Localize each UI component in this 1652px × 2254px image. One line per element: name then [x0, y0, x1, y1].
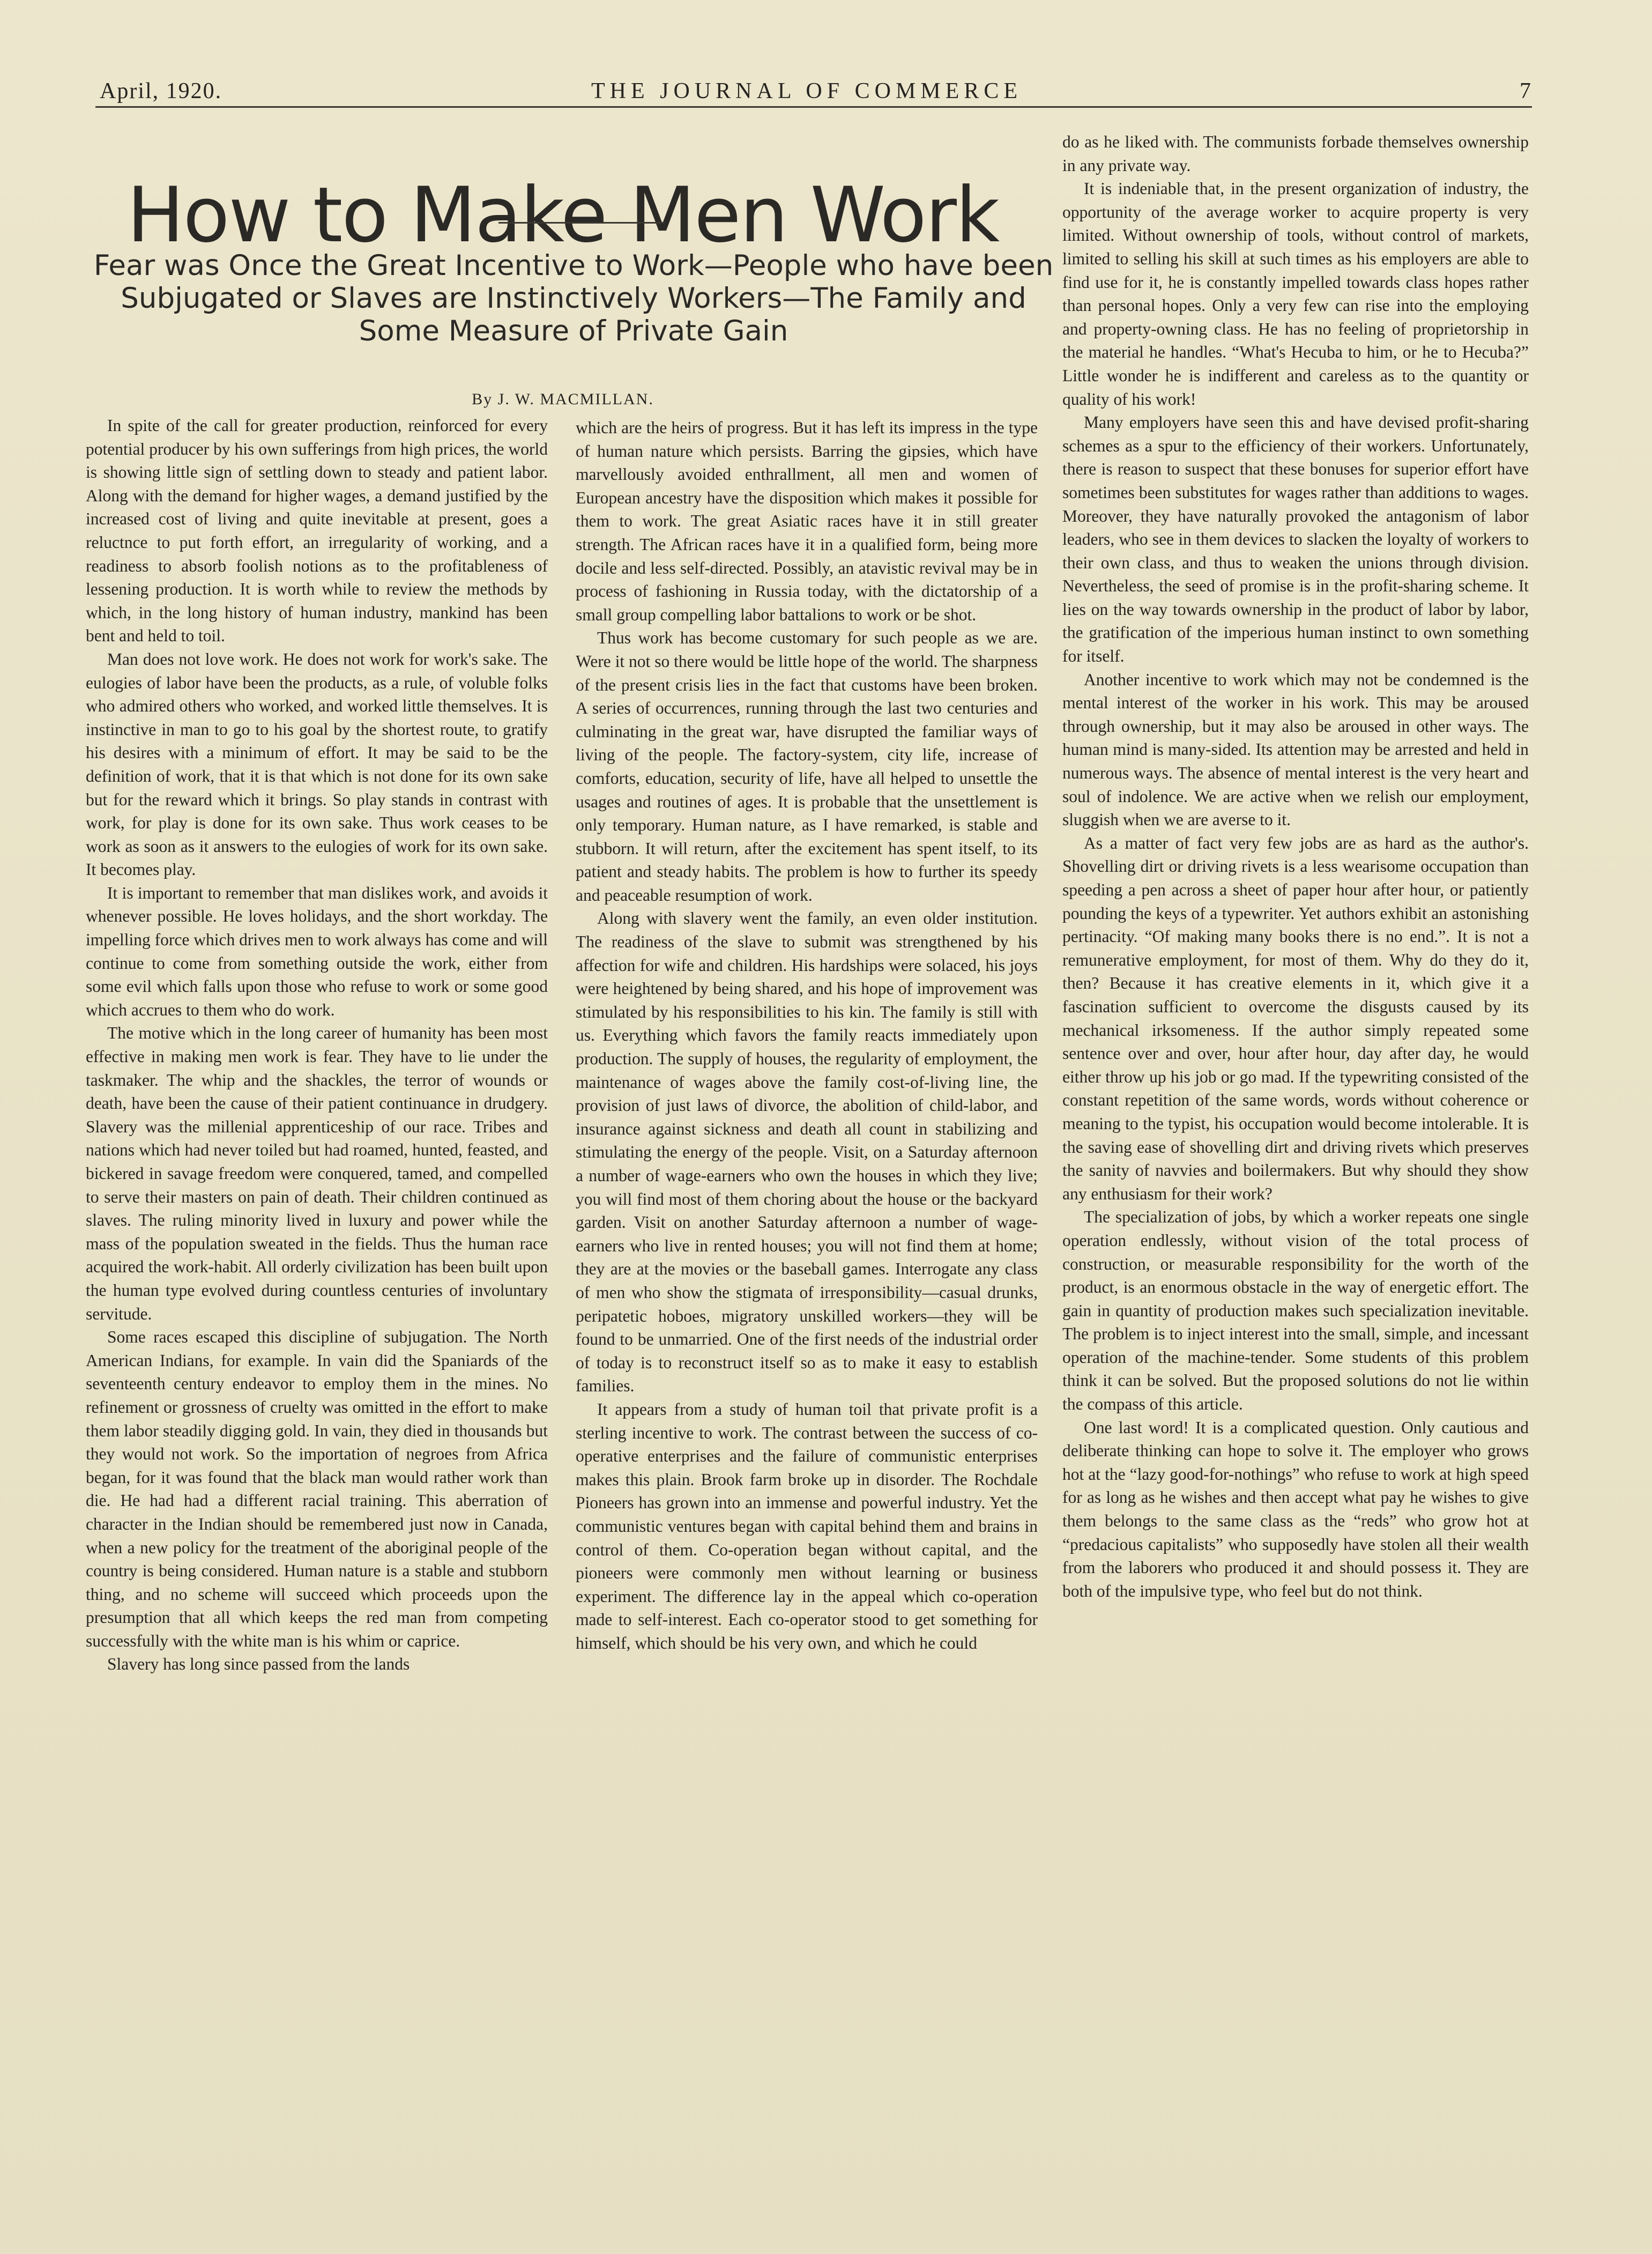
header-rule	[95, 106, 1532, 108]
article-title: How to Make Men Work	[126, 171, 999, 260]
paragraph: Some races escaped this discipline of subjugation. The North American Indians, for example. In vain did the Spaniards of the seventeenth century endeavor to employ them in the mines. No refinement or grossness of cruelty was omitted in the effort to make them labor steadily digging gold. In vain, they died in thousands but they would not work. So the importation of negroes from Africa began, for it was found that the black man would rather work than die. He had had a different racial training. This aberration of character in the Indian should be remembered just now in Canada, when a new policy for the treatment of the aboriginal people of the country is being considered. Human nature is a stable and stubborn thing, and no scheme will succeed which proceeds upon the presumption that all which keeps the red man from competing successfully with the white man is his whim or caprice.	[86, 1328, 548, 1650]
title-divider	[498, 222, 665, 224]
page-number: 7	[1520, 79, 1532, 103]
issue-date: April, 1920.	[100, 79, 222, 103]
paragraph: Thus work has become customary for such people as we are. Were it not so there would be little hope of the world. The sharpness of the present crisis lies in the fact that customs have been broken. A series of occurrences, running through the last two centuries and culminating in the great war, have disrupted the familiar ways of living of the people. The factory-system, city life, increase of comforts, education, security of life, have all helped to unsettle the usages and routines of ages. It is probable that the unsettlement is only temporary. Human nature, as I have remarked, is stable and stubborn. It will return, after the excitement has spent itself, to its patient and steady habits. The problem is how to further its speedy and peaceable resumption of work.	[576, 628, 1038, 904]
article-column-3	[1062, 130, 1529, 2141]
paragraph: The motive which in the long career of humanity has been most effective in making men work is fear. They have to lie under the taskmaker. The whip and the shackles, the terror of wounds or death, have been the cause of their patient continuance in drudgery. Slavery was the millenial apprenticeship of our race. Tribes and nations which had never toiled but had roamed, hunted, feasted, and bickered in savage freedom were conquered, tamed, and compelled to serve their masters on pain of death. Their children continued as slaves. The ruling minority lived in luxury and power while the mass of the population sweated in the fields. Thus the human race acquired the work-habit. All orderly civilization has been built upon the human type evolved during countless centuries of involuntary servitude.	[86, 1024, 548, 1323]
paragraph: Slavery has long since passed from the lands	[107, 1655, 410, 1674]
paragraph: Another incentive to work which may not be condemned is the mental interest of the worker in his work. This may be aroused through ownership, but it may also be aroused in other ways. The human mind is many-sided. Its attention may be arrested and held in numerous ways. The absence of mental interest is the very heart and soul of indolence. We are active when we relish our employment, sluggish when we are averse to it.	[1062, 670, 1529, 829]
paragraph: The specialization of jobs, by which a worker repeats one single operation endlessly, without vision of the total process of construction, or measurable responsibility for the worth of the product, is an enormous obstacle in the way of energetic effort. The gain in quantity of production makes such specialization inevitable. The problem is to inject interest into the small, simple, and incessant operation of the machine-tender. Some students of this problem think it can be solved. But the proposed solutions do not lie within the compass of this article.	[1062, 1207, 1529, 1414]
paragraph: It is indeniable that, in the present organization of industry, the opportunity of the average worker to acquire property is very limited. Without ownership of tools, without control of markets, limited to selling his skill at such times as his employers are able to find use for it, he is constantly impelled towards class hopes rather than personal hopes. Only a very few can rise into the employing and property-owning class. He has no feeling of proprietorship in the material he handles. “What's Hecuba to him, or he to Hecuba?” Little wonder he is indifferent and careless as to the quantity or quality of his work!	[1062, 179, 1529, 409]
article-column-1	[86, 414, 548, 2119]
paragraph: do as he liked with. The communists forbade themselves ownership in any private way.	[1062, 132, 1529, 175]
article-subtitle: Fear was Once the Great Incentive to Work—People who have been Subjugated or Slaves are Instinctively Workers—The Family and Some Measure of Private Gain	[93, 249, 1054, 347]
paragraph: Many employers have seen this and have devised profit-sharing schemes as a spur to the efficiency of their workers. Unfortunately, there is reason to suspect that these bonuses for superior effort have sometimes been substitutes for wages rather than additions to wages. Moreover, they have naturally provoked the antagonism of labor leaders, who see in them devices to slacken the loyalty of workers to their own class, and thus to weaken the unions through division. Nevertheless, the seed of promise is in the profit-sharing scheme. It lies on the way towards ownership in the product of labor by labor, the gratification of the imperious human instinct to own something for itself.	[1062, 413, 1529, 666]
paragraph: It is important to remember that man dislikes work, and avoids it whenever possible. He loves holidays, and the short workday. The impelling force which drives men to work always has come and will continue to come from something outside the work, either from some evil which falls upon those who refuse to work or some good which accrues to them who do work.	[86, 883, 548, 1019]
paragraph: As a matter of fact very few jobs are as hard as the author's. Shovelling dirt or driving rivets is a less wearisome occupation than speeding a pen across a sheet of paper hour after hour, or patiently pounding the keys of a typewriter. Yet authors exhibit an astonishing pertinacity. “Of making many books there is no end.”. It is not a remunerative employment, for most of them. Why do they do it, then? Because it has creative elements in it, which give it a fascination sufficient to overcome the disgusts caused by its mechanical irksomeness. If the author simply repeated some sentence over and over, hour after hour, day after day, he would either throw up his job or go mad. If the typewriting consisted of the constant repetition of the same words, words without coherence or meaning to the typist, his occupation would become intolerable. It is the saving ease of shovelling dirt and driving rivets which preserves the sanity of navvies and boilermakers. But why should they show any enthusiasm for their work?	[1062, 833, 1529, 1203]
byline: By J. W. MACMILLAN.	[472, 390, 654, 408]
paragraph: Man does not love work. He does not work for work's sake. The eulogies of labor have been the products, as a rule, of voluble folks who admired others who worked, and worked little themselves. It is instinctive in man to go to his goal by the shortest route, to gratify his desires with a minimum of effort. It may be said to be the definition of work, that it is that which is not done for its own sake but for the reward which it brings. So play stands in contrast with work, for play is done for its own sake. Thus work ceases to be work as soon as it answers to the eulogies of work for its own sake. It becomes play.	[86, 649, 548, 879]
paragraph: One last word! It is a complicated question. Only cautious and deliberate thinking can hope to solve it. The employer who grows hot at the “lazy good-for-nothings” who refuse to work at high speed for as long as he wishes and then accept what pay he wishes to give them belongs to the same class as the “reds” who grow hot at “predacious capitalists” who supposedly have stolen all their wealth from the laborers who produced it and should possess it. They are both of the impulsive type, who feel but do not think.	[1062, 1418, 1529, 1600]
paragraph: It appears from a study of human toil that private profit is a sterling incentive to work. The contrast between the success of co-operative enterprises and the failure of communistic enterprises makes this plain. Brook farm broke up in disorder. The Rochdale Pioneers has grown into an immense and powerful industry. Yet the communistic ventures began with capital behind them and brains in control of them. Co-operation began without capital, and the pioneers were commonly men without learning or business experiment. The difference lay in the appeal which co-operation made to self-interest. Each co-operator stood to get something for himself, which should be his very own, and which he could	[576, 1399, 1038, 1652]
article-column-2	[576, 416, 1038, 2121]
running-head	[95, 74, 1532, 106]
publication-name: THE JOURNAL OF COMMERCE	[591, 79, 1022, 103]
paragraph: which are the heirs of progress. But it has left its impress in the type of human nature which persists. Barring the gipsies, which have marvellously avoided enthrallment, all men and women of European ancestry have the disposition which makes it possible for them to work. The great Asiatic races have it in still greater strength. The African races have it in a qualified form, being more docile and less self-directed. Possibly, an atavistic revival may be in process of fashioning in Russia today, with the dictatorship of a small group compelling labor battalions to work or be shot.	[576, 418, 1038, 624]
paragraph: In spite of the call for greater production, reinforced for every potential producer by his own sufferings from high prices, the world is showing little sign of settling down to steady and patient labor. Along with the demand for higher wages, a demand justified by the increased cost of living and quite inevitable at present, goes a reluctnce to put forth effort, an irregularity of working, and a readiness to absorb foolish notions as to the profitableness of lessening production. It is worth while to review the methods by which, in the long history of human industry, mankind has been bent and held to toil.	[86, 416, 548, 646]
paragraph: Along with slavery went the family, an even older institution. The readiness of the slave to submit was strengthened by his affection for wife and children. His hardships were solaced, his joys were heightened by being shared, and his hope of improvement was stimulated by his responsibilities to his kin. The family is still with us. Everything which favors the family reacts immediately upon production. The supply of houses, the regularity of employment, the maintenance of wages above the family cost-of-living line, the provision of just laws of divorce, the abolition of child-labor, and insurance against sickness and death all count in stabilizing and stimulating the energy of the people. Visit, on a Saturday afternoon a number of wage-earners who own the houses in which they live; you will find most of them choring about the house or the backyard garden. Visit on another Saturday afternoon a number of wage-earners who live in rented houses; you will not find them at home; they are at the movies or the baseball games. Interrogate any class of men who show the stigmata of irresponsibility—casual drunks, peripatetic hoboes, migratory unskilled workers—they will be found to be unmarried. One of the first needs of the industrial order of today is to reconstruct itself so as to make it easy to establish families.	[576, 909, 1038, 1396]
